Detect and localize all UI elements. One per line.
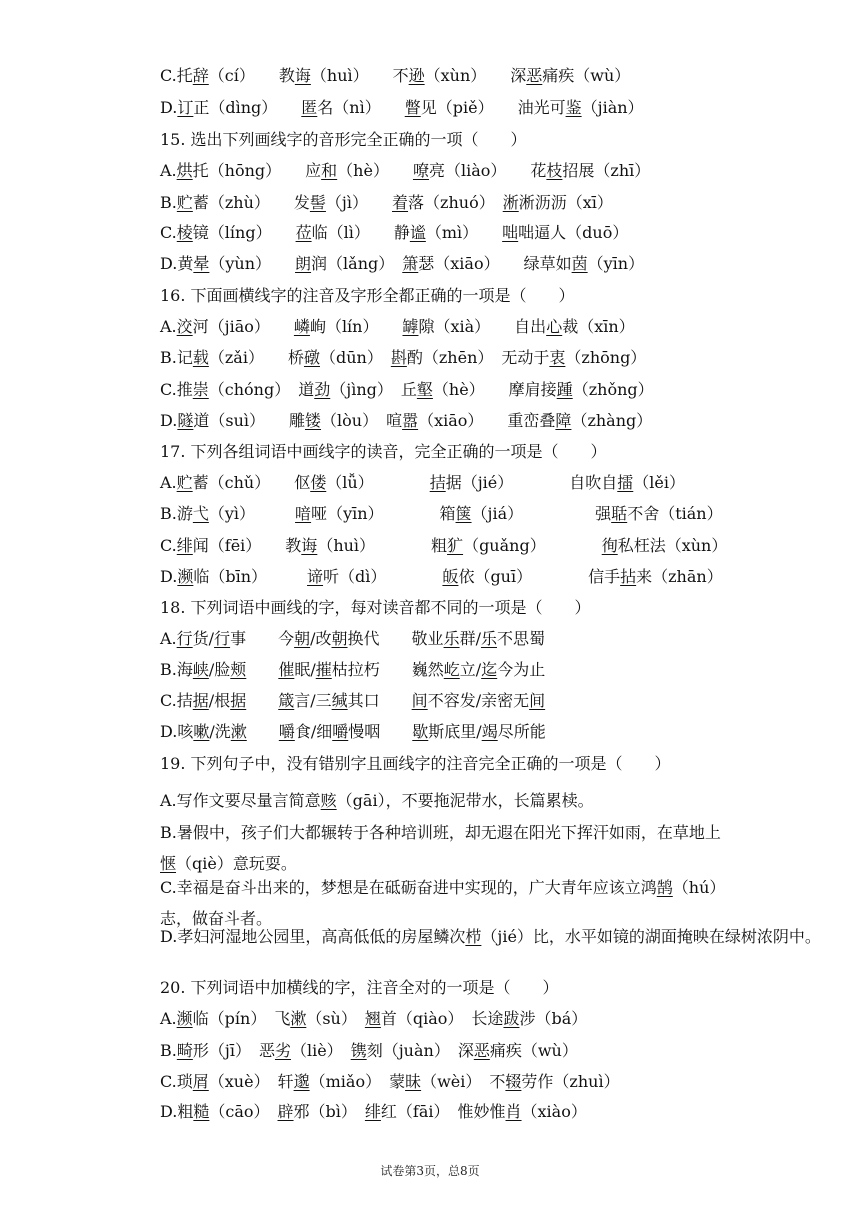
line-text: （yùn） bbox=[209, 254, 296, 273]
underlined-char: 斟 bbox=[390, 348, 407, 367]
text-line bbox=[160, 785, 732, 816]
line-text: 换代 敬业 bbox=[347, 629, 444, 648]
text-line bbox=[160, 193, 750, 213]
line-text: 群/ bbox=[459, 629, 481, 648]
underlined-char: 惬 bbox=[160, 854, 177, 873]
underlined-char: 屑 bbox=[192, 1072, 209, 1091]
page-footer: 试卷第3页，总8页 bbox=[380, 1164, 480, 1178]
line-text: 私枉法（xùn） bbox=[617, 536, 728, 555]
line-text: （miǎo） 蒙 bbox=[309, 1072, 406, 1091]
underlined-char: 朝 bbox=[294, 629, 311, 648]
text-line bbox=[160, 598, 750, 618]
line-text: /洗 bbox=[209, 722, 231, 741]
underlined-char: 崇 bbox=[192, 380, 209, 399]
text-line bbox=[160, 223, 750, 243]
underlined-char: 畸 bbox=[176, 1041, 193, 1060]
line-text: C.推 bbox=[160, 380, 193, 399]
line-text: （sù） bbox=[306, 1009, 365, 1028]
text-line bbox=[160, 286, 750, 306]
underlined-char: 昧 bbox=[405, 1072, 422, 1091]
line-text: （zǎi） 桥 bbox=[208, 348, 304, 367]
underlined-char: 辍 bbox=[505, 1072, 522, 1091]
line-text: （zhàng） bbox=[571, 411, 653, 430]
underlined-char: 喑 bbox=[295, 504, 312, 523]
underlined-char: 镌 bbox=[350, 1041, 367, 1060]
underlined-char: 据 bbox=[230, 691, 247, 710]
line-text: D. bbox=[160, 411, 178, 430]
underlined-char: 竭 bbox=[481, 722, 498, 741]
underlined-char: 嚼 bbox=[332, 722, 349, 741]
line-text: 慢咽 bbox=[348, 722, 413, 741]
underlined-char: 峡 bbox=[192, 660, 209, 679]
line-text: （dūn） bbox=[319, 348, 391, 367]
underlined-char: 迄 bbox=[481, 660, 498, 679]
underlined-char: 鹄 bbox=[656, 878, 673, 897]
underlined-char: 劲 bbox=[314, 380, 331, 399]
line-text: （huì） 粗 bbox=[317, 536, 448, 555]
line-text: （qiè）意玩耍。 bbox=[176, 854, 297, 873]
line-text: 其口 bbox=[347, 691, 412, 710]
line-text: 刻（juàn） 深 bbox=[366, 1041, 474, 1060]
line-text: 瑟（xiāo） 绿草如 bbox=[418, 254, 572, 273]
text-line bbox=[160, 1072, 750, 1092]
line-text: （jiàn） bbox=[581, 98, 644, 117]
underlined-char: 衷 bbox=[549, 348, 566, 367]
underlined-char: 屹 bbox=[443, 660, 460, 679]
line-text: 落（zhuó） bbox=[408, 193, 503, 212]
underlined-char: 跋 bbox=[503, 1009, 520, 1028]
underlined-char: 濒 bbox=[177, 567, 194, 586]
underlined-char: 诲 bbox=[294, 66, 311, 85]
text-line bbox=[160, 817, 732, 879]
text-line bbox=[160, 927, 821, 947]
line-text: （wèi） 不 bbox=[421, 1072, 506, 1091]
line-text: B. bbox=[160, 1041, 177, 1060]
line-text: A. bbox=[160, 1009, 177, 1028]
text-line bbox=[160, 317, 750, 337]
text-line bbox=[160, 567, 750, 587]
underlined-char: 歇 bbox=[412, 722, 429, 741]
line-text: 托（hōng） 应 bbox=[192, 161, 322, 180]
line-text: 不思蜀 bbox=[496, 629, 545, 648]
line-text: （huì） 不 bbox=[310, 66, 409, 85]
line-text: A. bbox=[160, 317, 177, 336]
line-text: （hè） 摩肩接 bbox=[432, 380, 557, 399]
underlined-char: 绯 bbox=[176, 536, 193, 555]
line-text: 15. 选出下列画线字的音形完全正确的一项（ ） bbox=[160, 130, 527, 149]
underlined-char: 赅 bbox=[320, 791, 337, 810]
underlined-char: 诲 bbox=[301, 536, 318, 555]
underlined-char: 拈 bbox=[620, 567, 637, 586]
underlined-char: 烘 bbox=[176, 161, 193, 180]
line-text: 货/ bbox=[192, 629, 215, 648]
line-text: 见（piě） 油光可 bbox=[420, 98, 566, 117]
text-line bbox=[160, 754, 750, 774]
underlined-char: 贮 bbox=[176, 473, 193, 492]
underlined-char: 糙 bbox=[193, 1102, 210, 1121]
underlined-char: 犷 bbox=[447, 536, 464, 555]
underlined-char: 隧 bbox=[177, 411, 194, 430]
text-line bbox=[160, 978, 750, 998]
line-text: （zhōng） bbox=[565, 348, 647, 367]
text-line bbox=[160, 348, 750, 368]
line-text: （yì） bbox=[208, 504, 296, 523]
line-text: （lòu） 喧 bbox=[321, 411, 403, 430]
line-text: /改 bbox=[310, 629, 332, 648]
line-text: B.暑假中，孩子们大都辗转于各种培训班，却无遐在阳光下挥汗如雨，在草地上 bbox=[160, 823, 721, 842]
line-text: D.粗 bbox=[160, 1102, 194, 1121]
line-text: 首（qiào） 长途 bbox=[380, 1009, 504, 1028]
line-text: B.海 bbox=[160, 660, 193, 679]
underlined-char: 摧 bbox=[315, 660, 332, 679]
line-text: （zhǒng） bbox=[572, 380, 654, 399]
line-text: 斯底里/ bbox=[428, 722, 482, 741]
line-text: 不舍（tián） bbox=[627, 504, 723, 523]
line-text bbox=[246, 660, 278, 679]
line-text: （cí） 教 bbox=[208, 66, 295, 85]
line-text: 蓄（chǔ） 伛 bbox=[192, 473, 311, 492]
underlined-char: 枝 bbox=[546, 161, 563, 180]
underlined-char: 谧 bbox=[409, 223, 426, 242]
underlined-char: 缄 bbox=[331, 691, 348, 710]
line-text: 16. 下面画横线字的注音及字形全都正确的一项是（ ） bbox=[160, 286, 575, 305]
line-text: 17. 下列各组词语中画线字的读音，完全正确的一项是（ ） bbox=[160, 442, 607, 461]
text-line bbox=[160, 442, 750, 462]
underlined-char: 漱 bbox=[290, 1009, 307, 1028]
line-text: 招展（zhī） bbox=[562, 161, 651, 180]
text-line bbox=[160, 660, 750, 680]
underlined-char: 行 bbox=[214, 629, 231, 648]
underlined-char: 翘 bbox=[364, 1009, 381, 1028]
underlined-char: 鉴 bbox=[565, 98, 582, 117]
text-line bbox=[160, 629, 750, 649]
line-text: 裁（xīn） bbox=[562, 317, 635, 336]
line-text: 润（lǎng） bbox=[311, 254, 403, 273]
line-text bbox=[246, 691, 278, 710]
line-text: 听（dì） bbox=[323, 567, 443, 586]
text-line bbox=[160, 161, 750, 181]
underlined-char: 嶙 bbox=[293, 317, 310, 336]
text-line bbox=[160, 380, 750, 400]
text-line bbox=[160, 1009, 750, 1029]
underlined-char: 间 bbox=[411, 691, 428, 710]
line-text: 峋（lín） bbox=[309, 317, 403, 336]
line-text: （chóng） 道 bbox=[208, 380, 315, 399]
line-text: C. bbox=[160, 223, 177, 242]
text-line bbox=[160, 254, 750, 274]
line-text: （xuè） 轩 bbox=[208, 1072, 294, 1091]
line-text: 亮（liào） 花 bbox=[428, 161, 547, 180]
line-text: （jié）比，水平如镜的湖面掩映在绿树浓阴中。 bbox=[481, 927, 821, 946]
line-text: 立/ bbox=[459, 660, 482, 679]
underlined-char: 着 bbox=[392, 193, 409, 212]
line-text: 镜（líng） bbox=[192, 223, 296, 242]
underlined-char: 瞥 bbox=[404, 98, 421, 117]
underlined-char: 据 bbox=[192, 691, 209, 710]
underlined-char: 茵 bbox=[571, 254, 588, 273]
underlined-char: 栉 bbox=[465, 927, 482, 946]
underlined-char: 间 bbox=[529, 691, 546, 710]
line-text: 尽所能 bbox=[497, 722, 546, 741]
line-text: D. bbox=[160, 98, 178, 117]
line-text: 18. 下列词语中画线的字，每对读音都不同的一项是（ ） bbox=[160, 598, 591, 617]
line-text: （guǎng） bbox=[463, 536, 602, 555]
line-text: （hú）志，做奋斗者。 bbox=[160, 878, 726, 928]
text-line bbox=[160, 66, 750, 86]
line-text: 19. 下列句子中，没有错别字且画线字的注音完全正确的一项是（ ） bbox=[160, 754, 671, 773]
line-text: 涉（bá） bbox=[519, 1009, 588, 1028]
underlined-char: 谛 bbox=[307, 567, 324, 586]
line-text: 不容发/亲密无 bbox=[427, 691, 530, 710]
underlined-char: 绯 bbox=[364, 1102, 381, 1121]
underlined-char: 乐 bbox=[480, 629, 497, 648]
underlined-char: 弋 bbox=[192, 504, 209, 523]
underlined-char: 嗽 bbox=[193, 722, 210, 741]
text-line bbox=[160, 872, 732, 934]
line-text: 劳作（zhuì） bbox=[521, 1072, 620, 1091]
underlined-char: 障 bbox=[555, 411, 572, 430]
underlined-char: 辟 bbox=[277, 1102, 294, 1121]
underlined-char: 洨 bbox=[176, 317, 193, 336]
line-text: 闻（fēi） 教 bbox=[192, 536, 302, 555]
line-text: A.写作文要尽量言简意 bbox=[160, 791, 321, 810]
line-text: 邪（bì） bbox=[293, 1102, 365, 1121]
text-line bbox=[160, 98, 750, 118]
line-text: 正（dìng） bbox=[193, 98, 302, 117]
line-text: 红（fāi） 惟妙惟 bbox=[380, 1102, 506, 1121]
line-text: B.记 bbox=[160, 348, 193, 367]
line-text: （cāo） bbox=[209, 1102, 278, 1121]
line-text: C. bbox=[160, 536, 177, 555]
text-line bbox=[160, 1102, 750, 1122]
underlined-char: 订 bbox=[177, 98, 194, 117]
underlined-char: 箫 bbox=[402, 254, 419, 273]
underlined-char: 劣 bbox=[274, 1041, 291, 1060]
underlined-char: 嚼 bbox=[278, 722, 295, 741]
line-text: D.黄 bbox=[160, 254, 194, 273]
text-line bbox=[160, 536, 750, 556]
underlined-char: 濒 bbox=[176, 1009, 193, 1028]
line-text: 言/三 bbox=[294, 691, 332, 710]
underlined-char: 棱 bbox=[176, 223, 193, 242]
underlined-char: 咄 bbox=[502, 223, 519, 242]
underlined-char: 髻 bbox=[309, 193, 326, 212]
underlined-char: 行 bbox=[176, 629, 193, 648]
underlined-char: 恶 bbox=[526, 66, 543, 85]
underlined-char: 漱 bbox=[230, 722, 247, 741]
underlined-char: 嚣 bbox=[402, 411, 419, 430]
line-text: （jì） bbox=[325, 193, 393, 212]
line-text: （gāi），不要拖泥带水，长篇累椟。 bbox=[336, 791, 594, 810]
underlined-char: 镂 bbox=[305, 411, 322, 430]
underlined-char: 催 bbox=[278, 660, 295, 679]
text-line bbox=[160, 411, 750, 431]
underlined-char: 贮 bbox=[176, 193, 193, 212]
text-line bbox=[160, 130, 750, 150]
line-text: C.托 bbox=[160, 66, 193, 85]
line-text: 临（lì） 静 bbox=[311, 223, 410, 242]
underlined-char: 晕 bbox=[193, 254, 210, 273]
underlined-char: 心 bbox=[546, 317, 563, 336]
underlined-char: 和 bbox=[321, 161, 338, 180]
line-text: 来（zhān） bbox=[636, 567, 723, 586]
underlined-char: 邈 bbox=[293, 1072, 310, 1091]
line-text: 食/细 bbox=[294, 722, 333, 741]
line-text: 哑（yīn） 箱 bbox=[311, 504, 456, 523]
line-text: （liè） bbox=[290, 1041, 351, 1060]
underlined-char: 淅 bbox=[502, 193, 519, 212]
text-line bbox=[160, 722, 750, 742]
underlined-char: 擂 bbox=[617, 473, 634, 492]
text-line bbox=[160, 691, 750, 711]
line-text: D. bbox=[160, 567, 178, 586]
line-text: C.拮 bbox=[160, 691, 193, 710]
line-text: 名（nì） bbox=[317, 98, 405, 117]
line-text: 今为止 bbox=[497, 660, 546, 679]
line-text: D.孝妇河湿地公园里，高高低低的房屋鳞次 bbox=[160, 927, 466, 946]
line-text: 蓄（zhù） 发 bbox=[192, 193, 310, 212]
line-text: 临（pín） 飞 bbox=[192, 1009, 291, 1028]
underlined-char: 朗 bbox=[295, 254, 312, 273]
line-text: 隙（xià） 自出 bbox=[418, 317, 547, 336]
underlined-char: 皈 bbox=[442, 567, 459, 586]
line-text: 痛疾（wù） bbox=[489, 1041, 578, 1060]
line-text: 枯拉朽 巍然 bbox=[331, 660, 444, 679]
line-text: （xiào） bbox=[521, 1102, 587, 1121]
line-text: 临（bīn） bbox=[193, 567, 308, 586]
underlined-char: 嘹 bbox=[412, 161, 429, 180]
underlined-char: 箧 bbox=[455, 504, 472, 523]
underlined-char: 壑 bbox=[416, 380, 433, 399]
underlined-char: 礅 bbox=[303, 348, 320, 367]
line-text: A. bbox=[160, 473, 177, 492]
line-text: 道（suì） 雕 bbox=[193, 411, 305, 430]
line-text: （xiāo） 重峦叠 bbox=[418, 411, 556, 430]
underlined-char: 聒 bbox=[611, 504, 628, 523]
underlined-char: 箴 bbox=[278, 691, 295, 710]
line-text: （jiá） 强 bbox=[471, 504, 612, 523]
line-text: （lěi） bbox=[633, 473, 685, 492]
underlined-char: 徇 bbox=[601, 536, 618, 555]
line-text: C.琐 bbox=[160, 1072, 193, 1091]
underlined-char: 颊 bbox=[230, 660, 247, 679]
underlined-char: 肖 bbox=[505, 1102, 522, 1121]
line-text: 依（guī） 信手 bbox=[458, 567, 621, 586]
line-text: D.咳 bbox=[160, 722, 194, 741]
underlined-char: 朝 bbox=[331, 629, 348, 648]
underlined-char: 偻 bbox=[310, 473, 327, 492]
line-text: 形（jī） 恶 bbox=[192, 1041, 275, 1060]
line-text: 痛疾（wù） bbox=[542, 66, 631, 85]
line-text: 眠/ bbox=[294, 660, 316, 679]
line-text: 酌（zhēn） 无动于 bbox=[406, 348, 550, 367]
text-line bbox=[160, 504, 750, 524]
line-text: B.游 bbox=[160, 504, 193, 523]
line-text: （mì） bbox=[425, 223, 503, 242]
line-text: /脸 bbox=[208, 660, 231, 679]
text-line bbox=[160, 1041, 750, 1061]
line-text: （lǚ） bbox=[326, 473, 430, 492]
underlined-char: 莅 bbox=[295, 223, 312, 242]
line-text: 淅沥沥（xī） bbox=[518, 193, 613, 212]
underlined-char: 恶 bbox=[473, 1041, 490, 1060]
line-text: C.幸福是奋斗出来的，梦想是在砥砺奋进中实现的，广大青年应该立鸿 bbox=[160, 878, 657, 897]
line-text: 咄逼人（duō） bbox=[518, 223, 629, 242]
underlined-char: 载 bbox=[192, 348, 209, 367]
line-text: B. bbox=[160, 193, 177, 212]
line-text: A. bbox=[160, 629, 177, 648]
line-text: （hè） bbox=[337, 161, 413, 180]
line-text: 20. 下列词语中加横线的字，注音全对的一项是（ ） bbox=[160, 978, 559, 997]
line-text: （yīn） bbox=[587, 254, 645, 273]
underlined-char: 罅 bbox=[402, 317, 419, 336]
line-text: 据（jié） 自吹自 bbox=[445, 473, 618, 492]
line-text: （xùn） 深 bbox=[424, 66, 527, 85]
underlined-char: 踵 bbox=[556, 380, 573, 399]
line-text bbox=[247, 722, 279, 741]
line-text: 事 今 bbox=[230, 629, 295, 648]
underlined-char: 拮 bbox=[429, 473, 446, 492]
underlined-char: 辞 bbox=[192, 66, 209, 85]
underlined-char: 逊 bbox=[408, 66, 425, 85]
line-text: （jìng） 丘 bbox=[330, 380, 417, 399]
underlined-char: 匿 bbox=[301, 98, 318, 117]
text-line bbox=[160, 473, 750, 493]
line-text: /根 bbox=[208, 691, 231, 710]
underlined-char: 乐 bbox=[443, 629, 460, 648]
line-text: A. bbox=[160, 161, 177, 180]
line-text: 河（jiāo） bbox=[192, 317, 294, 336]
